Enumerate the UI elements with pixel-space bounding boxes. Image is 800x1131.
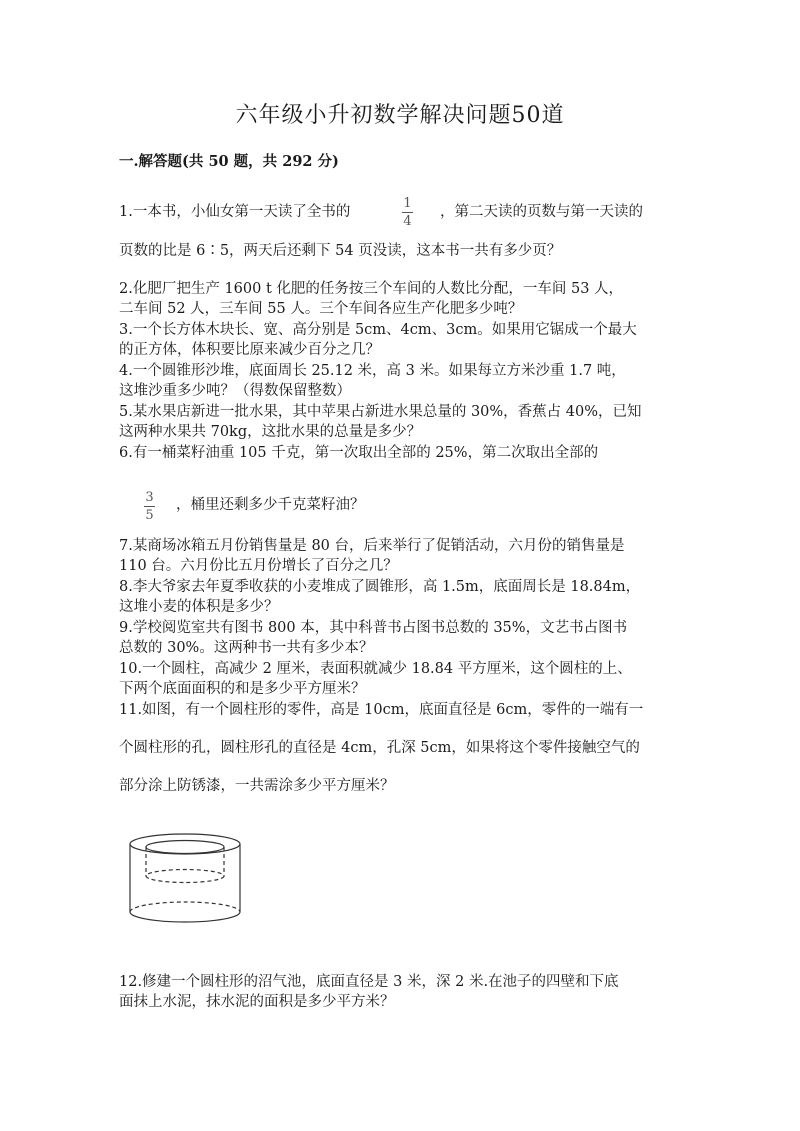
q7-line1: 7.某商场冰箱五月份销售量是 80 台，后来举行了促销活动，六月份的销售量是 (119, 538, 625, 554)
fraction-bar (144, 506, 155, 507)
q2-line1: 2.化肥厂把生产 1600 t 化肥的任务按三个车间的人数比分配，一车间 53 人， (119, 281, 624, 297)
q10-line2: 下两个底面面积的和是多少平方厘米？ (119, 681, 366, 697)
q5-line1: 5.某水果店新进一批水果，其中苹果占新进水果总量的 30%，香蕉占 40%，已知 (119, 404, 642, 420)
q1-fraction-numerator: 1 (403, 196, 412, 211)
q10-line1: 10.一个圆柱，高减少 2 厘米，表面积就减少 18.84 平方厘米，这个圆柱的上、 (119, 661, 632, 677)
q9-line1: 9.学校阅览室共有图书 800 本，其中科普书占图书总数的 35%，文艺书占图书 (119, 620, 628, 636)
q1-fraction (402, 196, 413, 229)
q12-line1: 12.修建一个圆柱形的沼气池，底面直径是 3 米，深 2 米.在池子的四壁和下底 (119, 974, 619, 990)
q2-line2: 二车间 52 人，三车间 55 人。三个车间各应生产化肥多少吨？ (119, 301, 523, 317)
q7-line2: 110 台。六月份比五月份增长了百分之几？ (119, 558, 398, 574)
q4-line1: 4.一个圆锥形沙堆，底面周长 25.12 米，高 3 米。如果每立方米沙重 1.7 吨， (119, 363, 626, 379)
q1-line1-part2: ，第二天读的页数与第一天读的 (440, 204, 643, 220)
outer-bottom-back (130, 902, 240, 912)
q4-line2: 这堆沙重多少吨？（得数保留整数） (119, 383, 351, 399)
q1-fraction-denominator: 4 (403, 214, 412, 229)
q6-fraction-denominator: 5 (145, 508, 154, 523)
q6-line2: ，桶里还剩多少千克菜籽油？ (176, 497, 365, 513)
outer-bottom-front (130, 912, 240, 922)
q1-line1-part1: 1.一本书，小仙女第一天读了全书的 (119, 204, 351, 220)
q11-line1: 11.如图，有一个圆柱形的零件，高是 10cm，底面直径是 6cm，零件的一端有一 (119, 702, 644, 718)
fraction-bar (402, 212, 413, 213)
q12-line2: 面抹上水泥，抹水泥的面积是多少平方米？ (119, 994, 395, 1010)
q11-line2: 个圆柱形的孔，圆柱形孔的直径是 4cm，孔深 5cm，如果将这个零件接触空气的 (119, 740, 640, 756)
q6-fraction (144, 490, 155, 523)
hole-bottom-ellipse (146, 870, 224, 883)
q6-line1: 6.有一桶菜籽油重 105 千克，第一次取出全部的 25%，第二次取出全部的 (119, 445, 599, 461)
hole-top-ellipse (146, 841, 224, 854)
q1-line2: 页数的比是 6∶5，两天后还剩下 54 页没读，这本书一共有多少页？ (119, 243, 562, 259)
q11-line3: 部分涂上防锈漆，一共需涂多少平方厘米？ (119, 778, 395, 794)
q8-line1: 8.李大爷家去年夏季收获的小麦堆成了圆锥形，高 1.5m，底面周长是 18.84m， (119, 579, 641, 595)
q3-line2: 的正方体，体积要比原来减少百分之几？ (119, 342, 380, 358)
q9-line2: 总数的 30%。这两种书一共有多少本？ (119, 640, 374, 656)
page-title: 六年级小升初数学解决问题50道 (235, 103, 565, 128)
section-heading: 一.解答题(共 50 题，共 292 分) (119, 153, 339, 170)
q5-line2: 这两种水果共 70kg，这批水果的总量是多少？ (119, 424, 422, 440)
q8-line2: 这堆小麦的体积是多少？ (119, 599, 279, 615)
q6-fraction-numerator: 3 (145, 490, 154, 505)
q3-line1: 3.一个长方体木块长、宽、高分别是 5cm、4cm、3cm。如果用它锯成一个最大 (119, 322, 637, 338)
cylinder-with-hole-figure (125, 830, 255, 930)
